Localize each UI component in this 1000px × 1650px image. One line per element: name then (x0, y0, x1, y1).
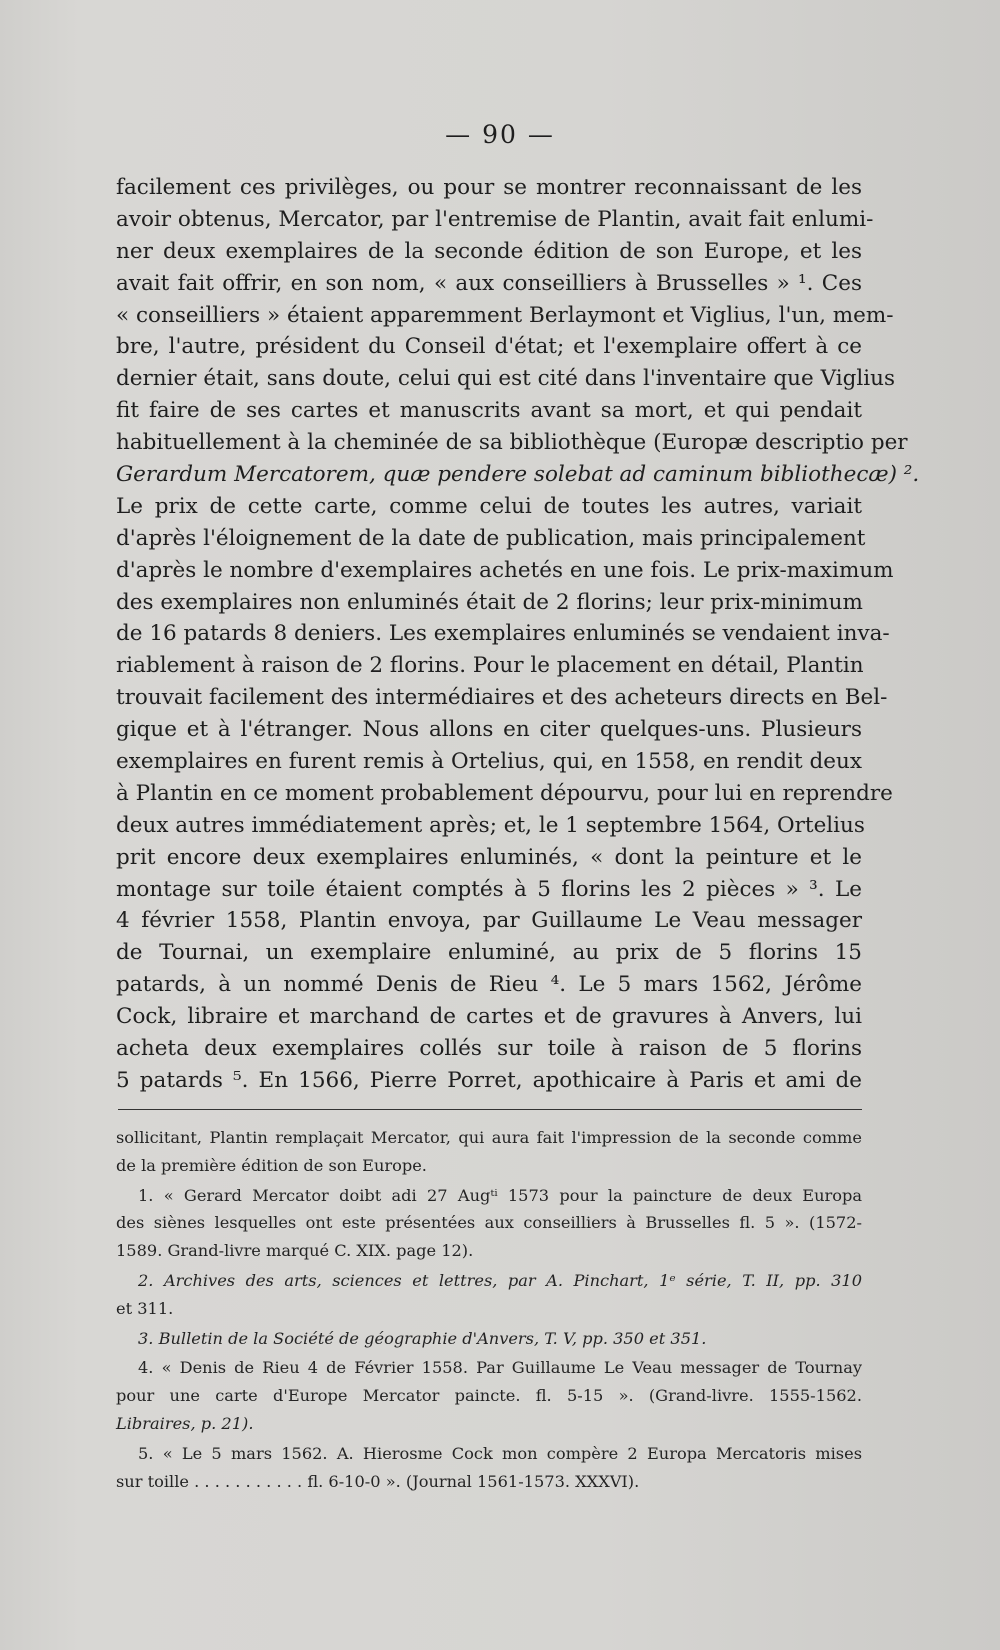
footnote-line: 5. « Le 5 mars 1562. A. Hierosme Cock mon compère 2 Europa Mercatoris mises (138, 1443, 862, 1463)
text-line: de Tournai, un exemplaire enluminé, au prix de 5 florins 15 (116, 940, 862, 966)
footnote-line: pour une carte d'Europe Mercator paincte. fl. 5-15 ». (Grand-livre. 1555-1562. (116, 1386, 862, 1406)
footnote-line: 2. Archives des arts, sciences et lettres, par A. Pinchart, 1ᵉ série, T. II, pp. 310 (138, 1270, 862, 1290)
text-line: exemplaires en furent remis à Ortelius, qui, en 1558, en rendit deux (116, 749, 862, 775)
text-line: d'après l'éloignement de la date de publication, mais principalement (116, 525, 866, 551)
footnote-line: de la première édition de son Europe. (116, 1155, 427, 1175)
footnotes (116, 1124, 862, 1497)
footnote-line: des siènes lesquelles ont este présentées aux conseilliers à Brusselles fl. 5 ». (1572- (116, 1213, 862, 1233)
footnote-line: Libraires, p. 21). (116, 1413, 254, 1433)
text-line: facilement ces privilèges, ou pour se montrer reconnaissant de les (116, 175, 862, 200)
text-line: Gerardum Mercatorem, quæ pendere solebat ad caminum bibliothecæ) ². (116, 462, 920, 488)
footnote-line: 4. « Denis de Rieu 4 de Février 1558. Par Guillaume Le Veau messager de Tournay (138, 1358, 862, 1378)
text-line: prit encore deux exemplaires enluminés, « dont la peinture et le (116, 844, 862, 870)
page-number: — 90 — (445, 120, 555, 149)
footnote-5 (116, 1440, 862, 1496)
text-line: dernier était, sans doute, celui qui est cité dans l'inventaire que Viglius (116, 366, 895, 392)
text-line: avoir obtenus, Mercator, par l'entremise de Plantin, avait fait enlumi- (116, 206, 874, 232)
footnote-line: sur toille . . . . . . . . . . . fl. 6-10-0 ». (Journal 1561-1573. XXXVI). (116, 1471, 640, 1491)
footnote-line: 1. « Gerard Mercator doibt adi 27 Augᵗⁱ 1573 pour la paincture de deux Europa (138, 1185, 862, 1205)
footnote-line: 3. Bulletin de la Société de géographie d'Anvers, T. V, pp. 350 et 351. (138, 1328, 707, 1348)
text-line: ner deux exemplaires de la seconde édition de son Europe, et les (116, 238, 862, 264)
text-line: des exemplaires non enluminés était de 2 florins; leur prix-minimum (116, 589, 863, 615)
footnote-divider (118, 1109, 862, 1110)
footnote-continuation (116, 1124, 862, 1180)
text-line: Cock, libraire et marchand de cartes et de gravures à Anvers, lui (116, 1004, 862, 1030)
text-line: Le prix de cette carte, comme celui de toutes les autres, variait (116, 493, 862, 519)
main-text (116, 172, 920, 1097)
text-line: bre, l'autre, président du Conseil d'état; et l'exemplaire offert à ce (116, 334, 862, 360)
footnote-2 (116, 1267, 862, 1323)
text-line: fit faire de ses cartes et manuscrits avant sa mort, et qui pendait (116, 398, 862, 424)
text-line: habituellement à la cheminée de sa bibliothèque (Europæ descriptio per (116, 430, 908, 456)
text-line: 4 février 1558, Plantin envoya, par Guillaume Le Veau messager (116, 908, 862, 934)
text-line: deux autres immédiatement après; et, le 1 septembre 1564, Ortelius (116, 812, 865, 838)
text-line: 5 patards ⁵. En 1566, Pierre Porret, apothicaire à Paris et ami de (116, 1067, 862, 1093)
text-line: trouvait facilement des intermédiaires et des acheteurs directs en Bel- (116, 685, 888, 711)
footnote-1 (116, 1182, 862, 1265)
footnote-4 (116, 1354, 862, 1437)
text-line: avait fait offrir, en son nom, « aux conseilliers à Brusselles » ¹. Ces (116, 270, 862, 296)
text-line: acheta deux exemplaires collés sur toile à raison de 5 florins (116, 1036, 862, 1062)
text-line: patards, à un nommé Denis de Rieu ⁴. Le 5 mars 1562, Jérôme (116, 972, 862, 998)
text-line: riablement à raison de 2 florins. Pour le placement en détail, Plantin (116, 653, 864, 679)
text-line: de 16 patards 8 deniers. Les exemplaires enluminés se vendaient inva- (116, 621, 890, 647)
footnote-line: et 311. (116, 1298, 174, 1318)
text-line: à Plantin en ce moment probablement dépourvu, pour lui en reprendre (116, 780, 893, 806)
footnote-3 (116, 1325, 862, 1353)
footnote-line: 1589. Grand-livre marqué C. XIX. page 12). (116, 1241, 474, 1261)
text-line: « conseilliers » étaient apparemment Berlaymont et Viglius, l'un, mem- (116, 302, 894, 328)
text-line: gique et à l'étranger. Nous allons en citer quelques-uns. Plusieurs (116, 717, 862, 743)
footnote-line: sollicitant, Plantin remplaçait Mercator, qui aura fait l'impression de la seconde comme (116, 1128, 862, 1147)
text-line: montage sur toile étaient comptés à 5 florins les 2 pièces » ³. Le (116, 876, 862, 902)
text-line: d'après le nombre d'exemplaires achetés en une fois. Le prix-maximum (116, 557, 894, 583)
